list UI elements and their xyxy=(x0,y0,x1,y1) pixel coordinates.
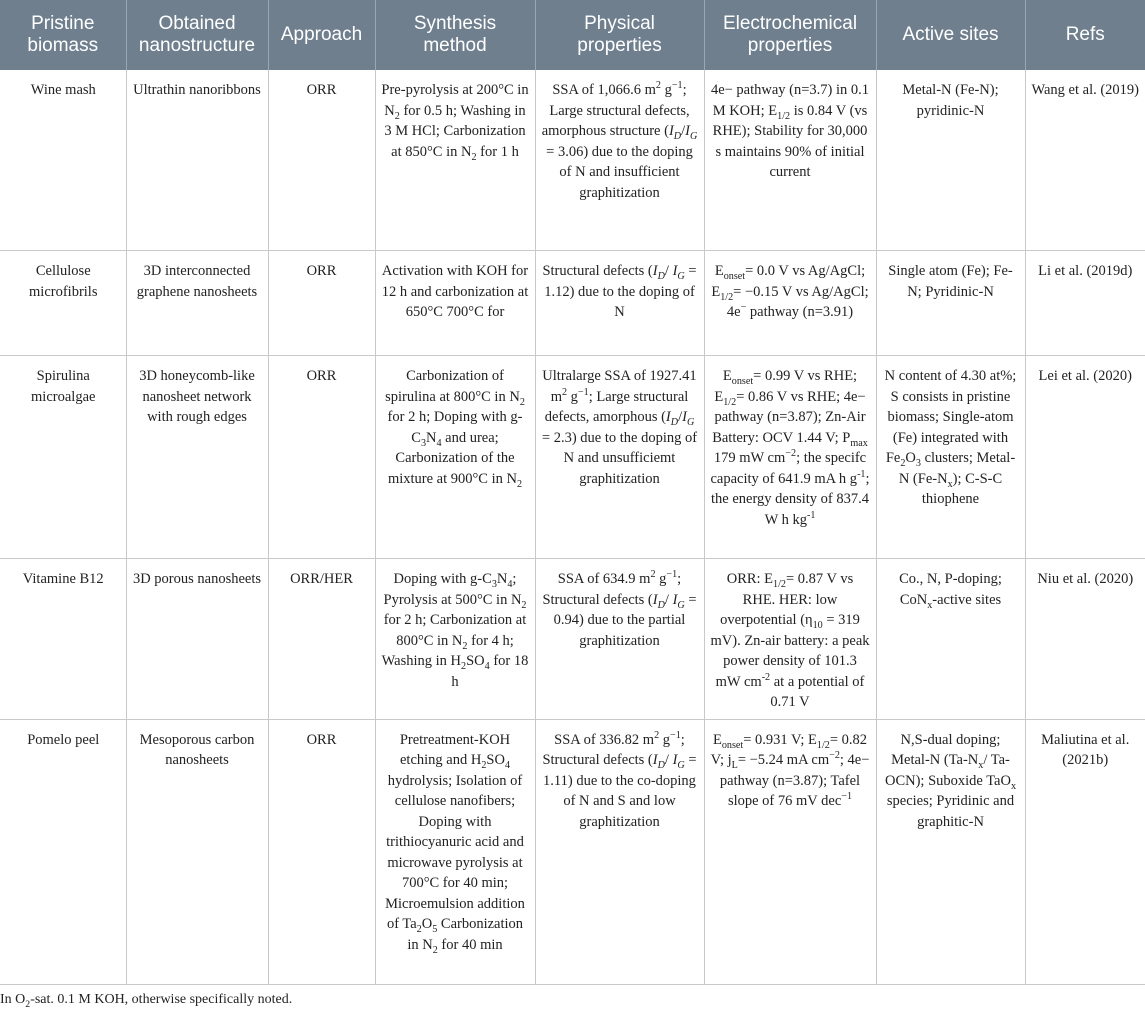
cell-refs: Maliutina et al. (2021b) xyxy=(1025,719,1145,984)
cell-physical: Structural defects ($I_D/$ $I_G = 1.12$) due to the doping of N xyxy=(535,251,704,356)
cell-active-sites: Co., N, P-doping; CoN$_x$-active sites xyxy=(876,559,1025,720)
cell-electrochemical: $E_{onset}= 0.931$ V; $E_{1/2}= 0.82$ V; $j_L= -5.24$ mA $cm^{-2}$; 4e− pathway (n=3.87); Tafel slope of 76 mV dec$^{-1}$ xyxy=(704,719,876,984)
header-row xyxy=(0,0,1145,70)
header-approach: Approach xyxy=(268,0,375,70)
cell-synthesis: Pretreatment-KOH etching and $H_2SO_4$ hydrolysis; Isolation of cellulose nanofibers; Doping with trithiocyanuric acid and microwave pyrolysis at 700°C for 40 min; Microemulsion addition of $Ta_2O_5$ Carbonization in $N_2$ for 40 min xyxy=(375,719,535,984)
table-footnote: In $O_2$-sat. 0.1 M KOH, otherwise specifically noted. xyxy=(0,992,293,1010)
cell-active-sites: N content of 4.30 at%; S consists in pristine biomass; Single-atom (Fe) integrated with $Fe_2O_3$ clusters; Metal-N $(Fe-N_x)$; C-S-C thiophene xyxy=(876,356,1025,559)
cell-synthesis: Carbonization of spirulina at 800°C in $N_2$ for 2 h; Doping with $g-C_3N_4$ and urea; Carbonization of the mixture at 900°C in $N_2$ xyxy=(375,356,535,559)
cell-physical: SSA of 1,066.6 $m^2$ $g^{-1}$; Large structural defects, amorphous structure $(I_D/I_G = 3.06)$ due to the doping of N and insufficient graphitization xyxy=(535,70,704,251)
cell-synthesis: Doping with $g-C_3N_4$; Pyrolysis at 500°C in $N_2$ for 2 h; Carbonization at 800°C in $N_2$ for 4 h; Washing in $H_2SO_4$ for 18 h xyxy=(375,559,535,720)
table-row xyxy=(0,719,1145,984)
cell-refs: Lei et al. (2020) xyxy=(1025,356,1145,559)
cell-electrochemical: $E_{onset}= 0.99$ V vs RHE; $E_{1/2}= 0.86$ V vs RHE; 4e− pathway (n=3.87); Zn-Air Battery: OCV 1.44 V; $P_{max}$ 179 mW $cm^{-2}$; the specifc capacity of 641.9 mA h $g^{-1}$; the energy density of 837.4 W h $kg^{-1}$ xyxy=(704,356,876,559)
cell-electrochemical: 4e− pathway (n=3.7) in 0.1 M KOH; $E_{1/2}$ is 0.84 V (vs RHE); Stability for 30,000 s maintains 90% of initial current xyxy=(704,70,876,251)
cell-synthesis: Activation with KOH for 12 h and carbonization at 650°C 700°C for xyxy=(375,251,535,356)
cell-physical: Ultralarge SSA of 1927.41 $m^2$ $g^{-1}$; Large structural defects, amorphous $(I_D/I_G = 2.3)$ due to the doping of N and unsufficiemt graphitization xyxy=(535,356,704,559)
table-row xyxy=(0,70,1145,251)
cell-synthesis: Pre-pyrolysis at 200°C in $N_2$ for 0.5 h; Washing in 3 M HCl; Carbonization at 850°C in $N_2$ for 1 h xyxy=(375,70,535,251)
cell-biomass: Wine mash xyxy=(0,70,126,251)
cell-approach: ORR xyxy=(268,251,375,356)
cell-physical: SSA of 336.82 $m^2$ $g^{-1}$; Structural defects ($I_D/$ $I_G = 1.11$) due to the co-doping of N and S and low graphitization xyxy=(535,719,704,984)
header-refs: Refs xyxy=(1025,0,1145,70)
header-obtained-nanostructure: Obtained nanostructure xyxy=(126,0,268,70)
cell-physical: SSA of 634.9 $m^2$ $g^{-1}$; Structural defects ($I_D/$ $I_G = 0.94$) due to the partial graphitization xyxy=(535,559,704,720)
table-row xyxy=(0,356,1145,559)
cell-biomass: Vitamine B12 xyxy=(0,559,126,720)
header-physical-properties: Physical properties xyxy=(535,0,704,70)
cell-refs: Li et al. (2019d) xyxy=(1025,251,1145,356)
header-electrochemical-properties: Electrochemical properties xyxy=(704,0,876,70)
table-header xyxy=(0,0,1145,70)
header-pristine-biomass: Pristine biomass xyxy=(0,0,126,70)
cell-approach: ORR xyxy=(268,719,375,984)
table-row xyxy=(0,559,1145,720)
cell-active-sites: Single atom (Fe); Fe-N; Pyridinic-N xyxy=(876,251,1025,356)
cell-electrochemical: ORR: $E_{1/2}= 0.87$ V vs RHE. HER: low overpotential ($\eta_{10} = 319$ mV). Zn-air battery: a peak power density of 101.3 mW $cm^{-2}$ at a potential of 0.71 V xyxy=(704,559,876,720)
cell-refs: Niu et al. (2020) xyxy=(1025,559,1145,720)
cell-active-sites: N,S-dual doping; Metal-N ($Ta-N_x/$ Ta-OCN); Suboxide TaO$_x$ species; Pyridinic and graphitic-N xyxy=(876,719,1025,984)
cell-approach: ORR xyxy=(268,356,375,559)
table-body xyxy=(0,70,1145,984)
cell-electrochemical: $E_{onset}= 0.0$ V vs Ag/AgCl; $E_{1/2}= -0.15$ V vs Ag/AgCl; 4e− pathway (n=3.91) xyxy=(704,251,876,356)
cell-nanostructure: Mesoporous carbon nanosheets xyxy=(126,719,268,984)
cell-biomass: Pomelo peel xyxy=(0,719,126,984)
cell-active-sites: Metal-N (Fe-N); pyridinic-N xyxy=(876,70,1025,251)
cell-approach: ORR/HER xyxy=(268,559,375,720)
cell-biomass: Spirulina microalgae xyxy=(0,356,126,559)
cell-approach: ORR xyxy=(268,70,375,251)
header-synthesis-method: Synthesis method xyxy=(375,0,535,70)
cell-nanostructure: 3D porous nanosheets xyxy=(126,559,268,720)
cell-nanostructure: 3D interconnected graphene nanosheets xyxy=(126,251,268,356)
cell-nanostructure: Ultrathin nanoribbons xyxy=(126,70,268,251)
cell-refs: Wang et al. (2019) xyxy=(1025,70,1145,251)
cell-nanostructure: 3D honeycomb-like nanosheet network with rough edges xyxy=(126,356,268,559)
cell-biomass: Cellulose microfibrils xyxy=(0,251,126,356)
header-active-sites: Active sites xyxy=(876,0,1025,70)
table-row xyxy=(0,251,1145,356)
